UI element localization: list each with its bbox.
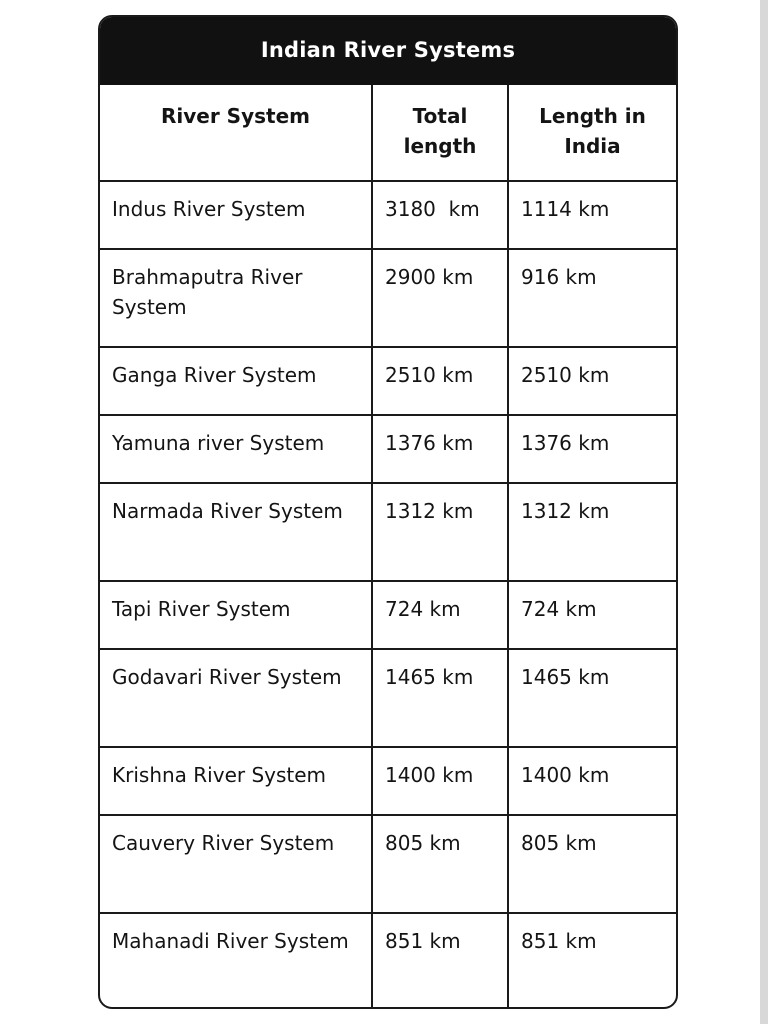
total-length-cell: 1465 km (372, 649, 508, 747)
table-row (100, 815, 676, 913)
length-in-india-cell: 2510 km (508, 347, 676, 415)
total-length-cell: 1312 km (372, 483, 508, 581)
total-length-cell: 724 km (372, 581, 508, 649)
river-systems-table (100, 85, 676, 1009)
river-name-cell: Yamuna river System (100, 415, 372, 483)
length-in-india-cell: 916 km (508, 249, 676, 347)
length-in-india-cell: 851 km (508, 913, 676, 1009)
total-length-cell: 3180 km (372, 181, 508, 249)
river-name-cell: Godavari River System (100, 649, 372, 747)
table-row (100, 649, 676, 747)
table-row (100, 181, 676, 249)
length-in-india-cell: 1376 km (508, 415, 676, 483)
river-name-cell: Narmada River System (100, 483, 372, 581)
total-length-cell: 1376 km (372, 415, 508, 483)
scan-edge (760, 0, 768, 1024)
table-title: Indian River Systems (100, 17, 676, 85)
length-in-india-cell: 724 km (508, 581, 676, 649)
river-name-cell: Brahmaputra River System (100, 249, 372, 347)
header-row (100, 85, 676, 181)
table-row (100, 747, 676, 815)
river-name-cell: Cauvery River System (100, 815, 372, 913)
table-row (100, 581, 676, 649)
length-in-india-cell: 1465 km (508, 649, 676, 747)
river-name-cell: Mahanadi River System (100, 913, 372, 1009)
table-row (100, 415, 676, 483)
header-total-length: Total length (372, 85, 508, 181)
length-in-india-cell: 805 km (508, 815, 676, 913)
table-row (100, 347, 676, 415)
river-systems-card (98, 15, 678, 1009)
table-row (100, 913, 676, 1009)
total-length-cell: 2900 km (372, 249, 508, 347)
river-name-cell: Krishna River System (100, 747, 372, 815)
table-row (100, 249, 676, 347)
total-length-cell: 1400 km (372, 747, 508, 815)
river-name-cell: Indus River System (100, 181, 372, 249)
river-name-cell: Ganga River System (100, 347, 372, 415)
header-length-in-india: Length in India (508, 85, 676, 181)
length-in-india-cell: 1312 km (508, 483, 676, 581)
total-length-cell: 2510 km (372, 347, 508, 415)
length-in-india-cell: 1114 km (508, 181, 676, 249)
table-row (100, 483, 676, 581)
total-length-cell: 851 km (372, 913, 508, 1009)
header-river-system: River System (100, 85, 372, 181)
length-in-india-cell: 1400 km (508, 747, 676, 815)
river-name-cell: Tapi River System (100, 581, 372, 649)
total-length-cell: 805 km (372, 815, 508, 913)
